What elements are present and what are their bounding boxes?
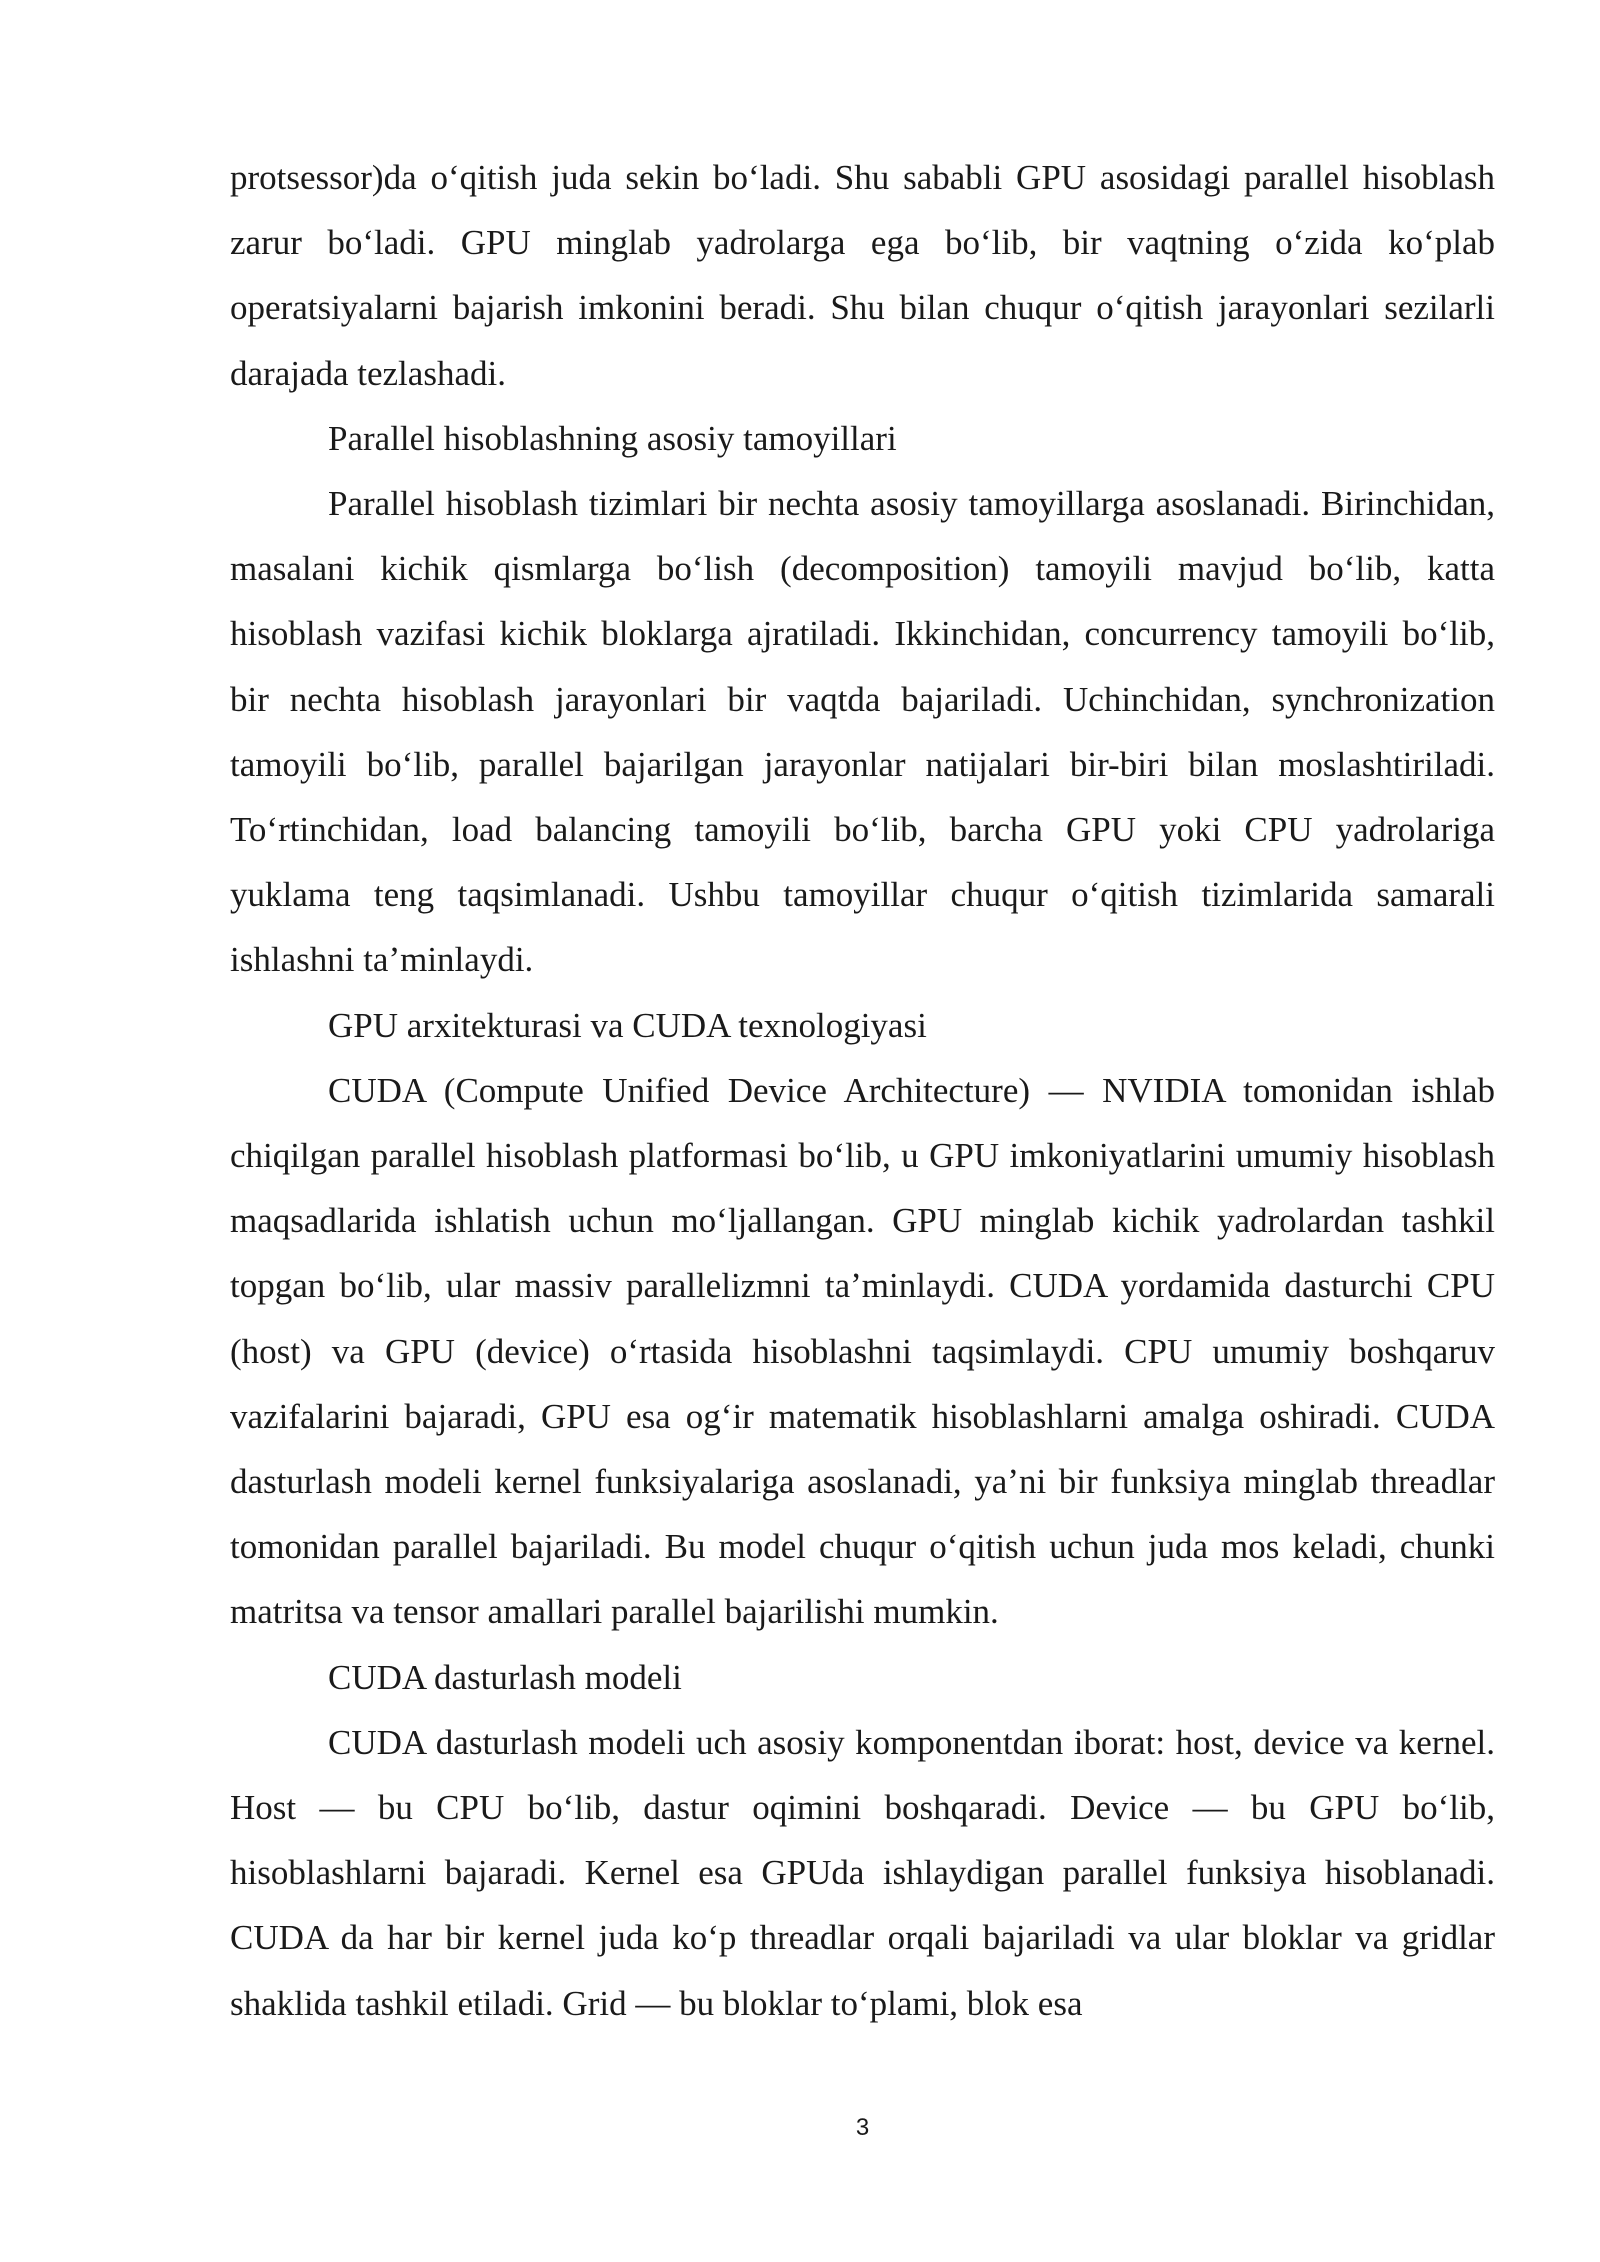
- section-heading-principles: Parallel hisoblashning asosiy tamoyillari: [328, 418, 897, 458]
- paragraph-continuation: protsessor)da oʻqitish juda sekin boʻladi. Shu sababli GPU asosidagi parallel hisoblash zarur boʻladi. GPU minglab yadrolarga ega boʻlib, bir vaqtning oʻzida koʻplab operatsiyalarni bajarish imkonini beradi. Shu bilan chuqur oʻqitish jarayonlari sezilarli darajada tezlashadi.: [230, 158, 1495, 393]
- section-heading-gpu-cuda: GPU arxitekturasi va CUDA texnologiyasi: [328, 1005, 927, 1045]
- section-heading-cuda-model: CUDA dasturlash modeli: [328, 1657, 682, 1697]
- paragraph-gpu-cuda: CUDA (Compute Unified Device Architecture) — NVIDIA tomonidan ishlab chiqilgan parallel hisoblash platformasi boʻlib, u GPU imkoniyatlarini umumiy hisoblash maqsadlarida ishlatish uchun moʻljallangan. GPU minglab kichik yadrolardan tashkil topgan boʻlib, ular massiv parallelizmni taʼminlaydi. CUDA yordamida dasturchi CPU (host) va GPU (device) oʻrtasida hisoblashni taqsimlaydi. CPU umumiy boshqaruv vazifalarini bajaradi, GPU esa ogʻir matematik hisoblashlarni amalga oshiradi. CUDA dasturlash modeli kernel funksiyalariga asoslanadi, yaʼni bir funksiya minglab threadlar tomonidan parallel bajariladi. Bu model chuqur oʻqitish uchun juda mos keladi, chunki matritsa va tensor amallari parallel bajarilishi mumkin.: [230, 1070, 1495, 1632]
- paragraph-cuda-model: CUDA dasturlash modeli uch asosiy komponentdan iborat: host, device va kernel. Host — bu CPU boʻlib, dastur oqimini boshqaradi. Device — bu GPU boʻlib, hisoblashlarni bajaradi. Kernel esa GPUda ishlaydigan parallel funksiya hisoblanadi. CUDA da har bir kernel juda koʻp threadlar orqali bajariladi va ular bloklar va gridlar shaklida tashkil etiladi. Grid — bu bloklar toʻplami, blok esa: [230, 1722, 1495, 2023]
- page-body: [230, 145, 1495, 2036]
- paragraph-principles: Parallel hisoblash tizimlari bir nechta asosiy tamoyillarga asoslanadi. Birinchidan, masalani kichik qismlarga boʻlish (decomposition) tamoyili mavjud boʻlib, katta hisoblash vazifasi kichik bloklarga ajratiladi. Ikkinchidan, concurrency tamoyili boʻlib, bir nechta hisoblash jarayonlari bir vaqtda bajariladi. Uchinchidan, synchronization tamoyili boʻlib, parallel bajarilgan jarayonlar natijalari bir-biri bilan moslashtiriladi. Toʻrtinchidan, load balancing tamoyili boʻlib, barcha GPU yoki CPU yadrolariga yuklama teng taqsimlanadi. Ushbu tamoyillar chuqur oʻqitish tizimlarida samarali ishlashni taʼminlaydi.: [230, 484, 1495, 980]
- page-number: 3: [855, 2114, 870, 2141]
